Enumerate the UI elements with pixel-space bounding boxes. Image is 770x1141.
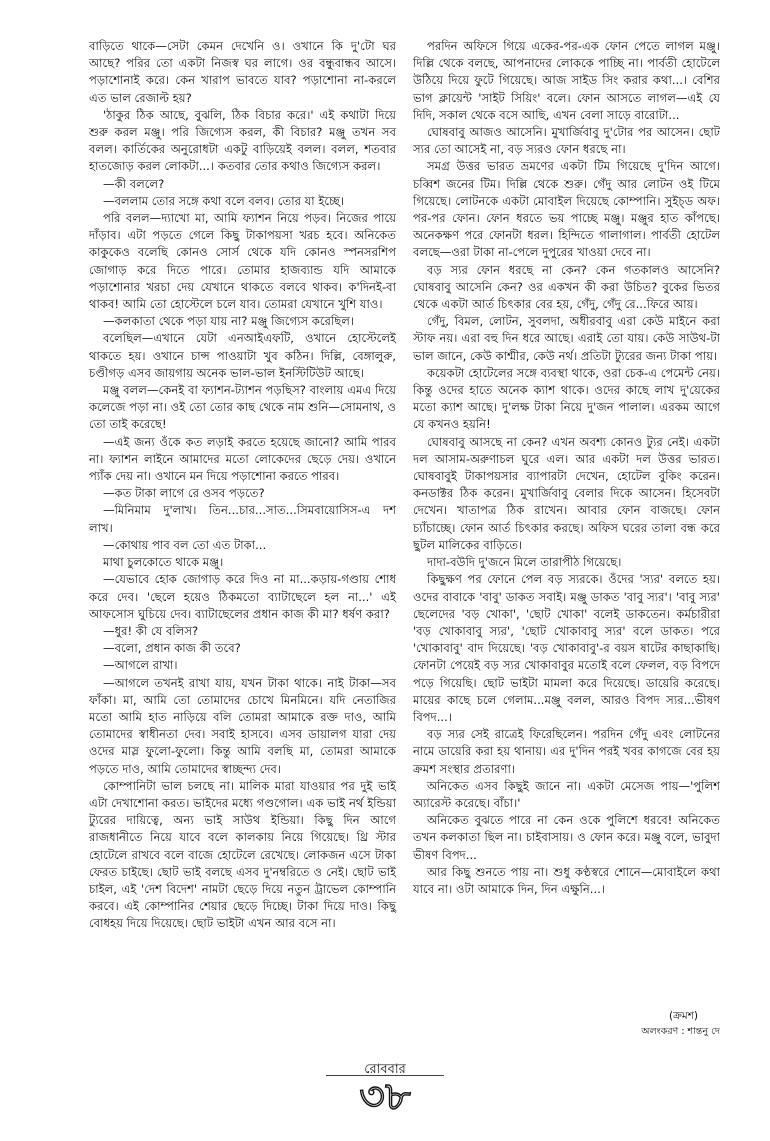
paragraph: —কোথায় পাব বল তো এত টাকা...: [103, 537, 267, 552]
paragraph: ঘোষবাবু আজও আসেনি। মুখার্জিবাবু দু'টোর পর আসেন। ছোট স্যর তো আসেই না, বড় স্যরও ফোন ধরছে না।: [413, 125, 720, 157]
paragraph: অনিকেত বুঝতে পারে না কেন ওকে পুলিশে ধরবে! অনিকেত তখন কলকাতা ছিল না। চাইবাসায়। ও ফোন করে। মঞ্জু বলে, ভাবুদা ভীষণ বিপদ...: [413, 813, 720, 862]
paragraph: মাথা চুলকোতে থাকে মঞ্জু।: [103, 555, 224, 570]
continued-note: (ক্রমশ): [668, 1010, 698, 1022]
paragraph: —আগলে তখনই রাখা যায়, যখন টাকা থাকে। নাই টাকা—সব ফাঁকা। মা, আমি তো তোমাদের চোখে মিনমিনে। যদি নেতাজির মতো আমি হাত নাড়িয়ে বলি তোমরা আমাকে রক্ত দাও, আমি তোমাদের স্বাধীনতা দেব। সবাই হাসবে। এসব ডায়ালগ যারা দেয় ওদের মাস্ল ফুলো-ফুলো। কিন্তু আমি বলছি মা, তোমরা আমাকে পড়তে দাও, আমি তোমাদের স্বাচ্ছন্দ্য দেব।: [89, 675, 396, 776]
page-number-text: ৩৮: [359, 1074, 411, 1120]
paragraph: —এই জন্য ওঁকে কত লড়াই করতে হয়েছে জানো? আমি পারব না। ফ্যাশন লাইনে আমাদের মতো লোকেদের ছেড়ে দেয়। ওখানে প্যাঁক দেয় না। ওখানে মন দিয়ে পড়াশোনা করতে পারব।: [89, 434, 396, 484]
paragraph: সমগ্র উত্তর ভারত ভ্রমণের একটা টিম গিয়েছে দু'দিন আগে। চব্বিশ জনের টিম। দিল্লি থেকে শুরু। গেঁদু আর লোটন ওই টিমে গিয়েছে। লোটনকে একটা মোবাইল দিয়েছে কোম্পানি। সুইচ্ড অফ। পর-পর ফোন। ফোন ধরতে ভয় পাচ্ছে মঞ্জু। মঞ্জুর হাত কাঁপছে। অনেকক্ষণ পরে ফোনটা ধরল। হিন্দিতে গালাগাল। পার্বতী হোটেল বলছে—ওরা টাকা না-পেলে দুপুরের খাওয়া দেবে না।: [413, 159, 720, 260]
paragraph: কয়েকটা হোটেলের সঙ্গে ব্যবস্থা থাকে, ওরা চেক-এ পেমেন্ট নেয়। কিন্তু ওদের হাতে অনেক ক্যাশ থাকে। ওদের কাছে লাখ দু'য়েকের মতো ক্যাশ আছে। দু'লক্ষ টাকা নিয়ে দু'জন পালাল। এরকম আগে যে কখনও হয়নি!: [413, 365, 720, 432]
paragraph: বড় স্যর সেই রাত্রেই ফিরেছিলেন। পরদিন গেঁদু এবং লোটনের নামে ডায়েরি করা হয় থানায়। এর দু'দিন পরই খবর কাগজে বের হয় ক্রমশ সংস্থার প্রতারণা।: [413, 727, 720, 776]
paragraph: ঘোষবাবু আসছে না কেন? এখন অবশ্য কোনও ট্যুর নেই। একটা দল আসাম-অরুণাচল ঘুরে এল। আর একটা দল উত্তর ভারত। ঘোষবাবুই টাকাপয়সার ব্যাপারটা দেখেন, হোটেল বুকিং করেন। কনডাক্টর ঠিক করেন। মুখার্জিবাবু বেলার দিকে আসেন। হিসেবটা দেখেন। খাতাপত্র ঠিক রাখেন। আবার ফোন বাজছে। ফোন চ্যাঁচাচ্ছে। ফোন আর্ত চিৎকার করছে। অফিস ঘরের তালা বন্ধ করে ছুটল মালিকের বাড়িতে।: [413, 434, 720, 552]
paragraph: —আগলে রাখা।: [103, 658, 178, 673]
page-number: [0, 1076, 770, 1118]
paragraph: —ধুর! কী যে বলিস?: [103, 623, 199, 638]
paragraph: মঞ্জু বলল—কেনই বা ফ্যাশন-ট্যাশন পড়ছিস? বাংলায় এমএ দিয়ে কলেজে পড়া না। ওই তো তোর কাছ থেকে নাম শুনি—সোমনাথ, ও তো তাই করেছে!: [89, 383, 396, 432]
paragraph: বাড়িতে থাকে—সেটা কেমন দেখেনি ও। ওখানে কি দু'টো ঘর আছে? পরির তো একটা নিজস্ব ঘর লাগে। ওর বন্ধুবান্ধব আসে। পড়াশোনাই করে। কেন খারাপ ভাবতে যাব? পড়াশোনা না-করলে এত ভাল রেজাল্ট হয়?: [89, 39, 396, 105]
paragraph: কোম্পানিটা ভাল চলছে না। মালিক মারা যাওয়ার পর দুই ভাই এটা দেখাশোনা করত। ভাইদের মধ্যে গণ্ডগোল। এক ভাই নর্থ ইন্ডিয়া ট্যুরের দায়িত্বে, অন্য ভাই সাউথ ইন্ডিয়া। কিছু দিন আগে রাজধানীতে নিয়ে যাবে বলে কালকায় নিয়ে গিয়েছে। থ্রি স্টার হোটেলে রাখবে বলে বাজে হোটেলে রেখেছে। লোকজন এসে টাকা ফেরত চাইছে। ছোট ভাই বলছে এসব দু'নম্বরিতে ও নেই। ছোট ভাই চাইল, এই 'দেশ বিদেশ' নামটা ছেড়ে দিয়ে নতুন ট্রাভেল কোম্পানি করবে। এই কোম্পানির শেয়ার ছেড়ে দিচ্ছে। টাকা দিয়ে দাও। কিছু বোধহয় দিয়ে দিয়েছে। ছোট ভাইটা এখন আর বসে না।: [89, 778, 396, 931]
paragraph: —কলকাতা থেকে পড়া যায় না? মঞ্জু জিগ্যেস করেছিল।: [103, 314, 355, 329]
paragraph: —কী বললে?: [103, 176, 165, 191]
right-column: [413, 38, 720, 898]
left-column: [89, 38, 396, 933]
paragraph: গেঁদু, বিমল, লোটন, সুবলদা, অধীরবাবু এরা কেউ মাইনে করা স্টাফ নয়। এরা বহু দিন ধরে আছে। এরাই তো যায়। কেউ সাউথ-টা ভাল জানে, কেউ কাশ্মীর, কেউ নর্থ। প্রতিটা ট্যুরের জন্য টাকা পায়।: [413, 314, 720, 363]
paragraph: 'ঠাকুর ঠিক আছে, বুঝলি, ঠিক বিচার করে।' এই কথাটা দিয়ে শুরু করল মঞ্জু। পরি জিগ্যেস করল, কী বিচার? মঞ্জু তখন সব বলল। কার্তিকের অনুরোধটা একটু বাড়িয়েই বলল। বলল, শতবার হাতজোড় করল লোকটা...। কতবার তোর কথাও জিগ্যেস করল।: [89, 107, 396, 174]
paragraph: —বললাম তোর সঙ্গে কথা বলে বলব। তোর যা ইচ্ছে।: [103, 193, 345, 208]
paragraph: পরদিন অফিসে গিয়ে একের-পর-এক ফোন পেতে লাগল মঞ্জু। দিল্লি থেকে বলছে, আপনাদের লোককে পাচ্ছি না। পার্বতী হোটেলে উঠিয়ে দিয়ে ফুটে গিয়েছে। আজ সাইড সিং করার কথা...। বেশির ভাগ ক্লায়েন্ট 'সাইট সিয়িং' বলে। ফোন আসতে লাগল—এই যে দিদি, সকাল থেকে বসে আছি, এখন বেলা সাড়ে বারোটা...: [413, 39, 720, 122]
story-footer: [413, 1008, 720, 1040]
paragraph: —মিনিমাম দু'লাখ। তিন...চার...সাত...সিমবায়োসিস-এ দশ লাখ।: [89, 503, 396, 535]
paragraph: —যেভাবে হোক জোগাড় করে দিও না মা...কড়ায়-গণ্ডায় শোধ করে দেব। 'ছেলে হয়েও ঠিকমতো ব্যাটাছেলে হল না...' এই আফসোস ঘুচিয়ে দেব। ব্যাটাছেলের প্রধান কাজ কী মা? ধর্ষণ করা?: [89, 572, 396, 621]
paragraph: দাদা-বউদি দু'জনে মিলে তারাপীঠ গিয়েছে।: [427, 555, 622, 570]
paragraph: আর কিছু শুনতে পায় না। শুধু কণ্ঠস্বরে শোনে—মোবাইলে কথা যাবে না। ওটা আমাকে দিন, দিন এক্ষুনি...।: [413, 864, 720, 896]
illustration-credit: অলংকরণ : শান্তনু দে: [641, 1026, 720, 1037]
paragraph: অনিকেত এসব কিছুই জানে না। একটা মেসেজ পায়—'পুলিশ অ্যারেস্ট করেছে। বাঁচা।': [413, 778, 720, 810]
paragraph: —বলো, প্রধান কাজ কী তবে?: [103, 641, 241, 656]
magazine-name: রোববার: [364, 1062, 406, 1077]
paragraph: কিছুক্ষণ পর ফোনে পেল বড় স্যরকে। ওঁদের 'স্যর' বলতে হয়। ওদের বাবাকে 'বাবু' ডাকত সবাই। মঞ্জু ডাকত 'বাবু স্যর'। 'বাবু স্যর' ছেলেদের 'বড় খোকা', 'ছোট খোকা' বলেই ডাকতেন। কর্মচারীরা 'বড় খোকাবাবু স্যর', 'ছোট খোকাবাবু স্যর' বলে ডাকত। পরে 'খোকাবাবু' বাদ দিয়েছে। 'বড় খোকাবাবু'-র বয়স ষাটের কাছাকাছি। ফোনটা পেয়েই বড় স্যর খোকাবাবুর মতোই বলে ফেলল, বড় বিপদে পড়ে গিয়েছি। ছোট ভাইটা মামলা করে দিয়েছে। ডায়েরি করেছে। মায়ের কাছে চলে গেলাম...মঞ্জু বলল, আরও বিপদ স্যর...ভীষণ বিপদ...।: [413, 572, 720, 724]
paragraph: —কত টাকা লাগে রে ওসব পড়তে?: [103, 486, 265, 501]
paragraph: পরি বলল—দ্যাখো মা, আমি ফ্যাশন নিয়ে পড়ব। নিজের পায়ে দাঁড়াব। এটা পড়তে গেলে কিছু টাকাপয়সা খরচ হবে। অনিকেত কাকুকেও বলেছি কোনও সোর্স থেকে যদি কোনও স্পনসরশিপ জোগাড় করে দিতে পারে। তোমার হাজব্যান্ড যদি আমাকে পড়াশোনার খরচা দেয় যেখানে থাকতে বলবে থাকব। ক'দিনই-বা থাকব! আমি তো হোস্টেলে চলে যাব। তোমরা যেখানে খুশি যাও।: [89, 211, 396, 312]
paragraph: বড় স্যর ফোন ধরছে না কেন? কেন গতকালও আসেনি? ঘোষবাবু আসেনি কেন? ওর একখন কী করা উচিত? বুকের ভিতর থেকে একটা আর্ত চিৎকার বের হয়, গেঁদু, গেঁদু রে...ফিরে আয়।: [413, 262, 720, 312]
paragraph: বলেছিল—এখানে যেটা এনআইএফটি, ওখানে হোস্টেলেই থাকতে হয়। ওখানে চান্স পাওয়াটা খুব কঠিন। দিল্লি, বেঙ্গালুরু, চণ্ডীগড় এসব জায়গায় অনেক ভাল-ভাল ইনস্টিটিউট আছে।: [89, 331, 396, 380]
